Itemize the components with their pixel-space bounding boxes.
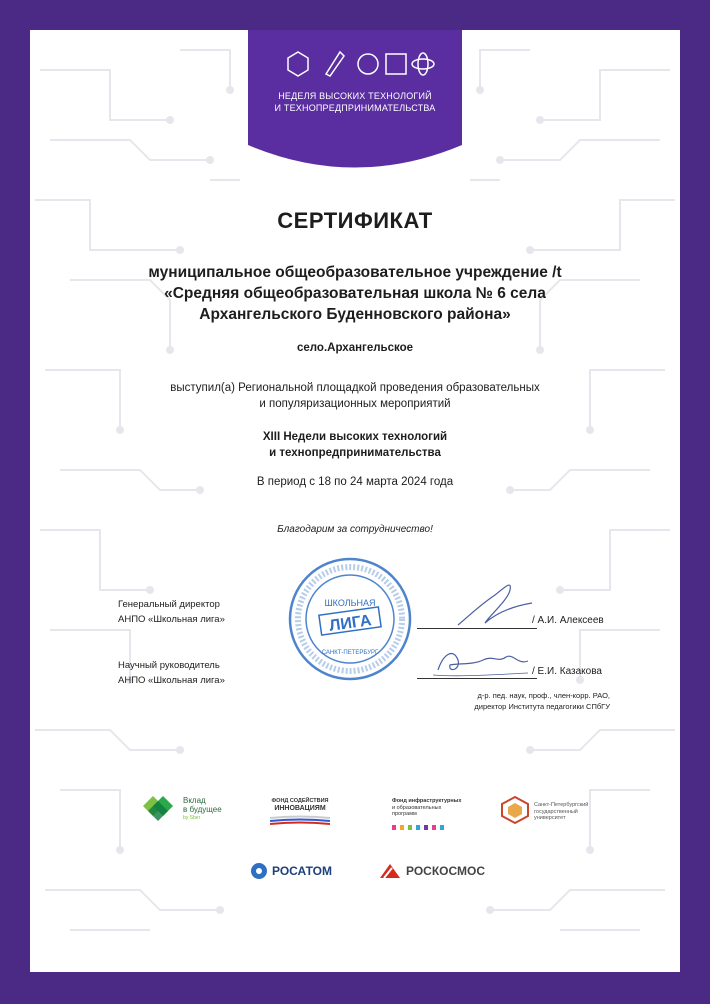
- event-period: В период с 18 по 24 марта 2024 года: [256, 476, 454, 488]
- organization-name: [70, 262, 640, 325]
- village-name: село.Архангельское: [296, 342, 414, 354]
- director-sign-line: [417, 628, 537, 629]
- director-name: / А.И. Алексеев: [532, 615, 604, 626]
- stamp-top-text: ШКОЛЬНАЯ: [324, 598, 376, 608]
- vklad-sub: by Sber: [183, 815, 201, 821]
- infrastructure-fund-logo: [392, 798, 472, 830]
- infra-line1: Фонд инфраструктурных: [392, 798, 462, 804]
- rosatom-icon: [250, 862, 268, 880]
- scientific-sign-line: [417, 678, 537, 679]
- org-line1: муниципальное общеобразовательное учреждение /t: [148, 264, 562, 281]
- vklad-line1: Вклад: [183, 796, 206, 805]
- school-league-stamp: [285, 554, 415, 684]
- certificate-title: СЕРТИФИКАТ: [277, 208, 433, 233]
- innov-line1: ФОНД СОДЕЙСТВИЯ: [271, 798, 329, 804]
- credentials-line1: д-р. пед. наук, проф., член-корр. РАО,: [477, 691, 610, 700]
- scientific-org: АНПО «Школьная лига»: [118, 675, 225, 686]
- org-line3: Архангельского Буденновского района»: [199, 306, 511, 323]
- scientific-title: Научный руководитель: [118, 660, 220, 671]
- vklad-line2: в будущее: [183, 805, 222, 814]
- roscosmos-logo: [378, 860, 508, 882]
- director-org: АНПО «Школьная лига»: [118, 614, 225, 625]
- role-text: [90, 380, 620, 412]
- spbu-emblem-icon: [500, 796, 530, 824]
- event-line2: и технопредпринимательства: [269, 447, 441, 459]
- certificate-sheet: [30, 30, 680, 972]
- org-line2: «Средняя общеобразовательная школа № 6 села: [164, 285, 546, 302]
- director-signature: [450, 575, 540, 630]
- roscosmos-icon: [378, 862, 402, 880]
- rosatom-text: РОСАТОМ: [272, 864, 332, 878]
- event-line1: XIII Недели высоких технологий: [262, 431, 448, 443]
- stamp-city-text: САНКТ-ПЕТЕРБУРГ: [321, 650, 379, 656]
- role-line1: выступил(а) Региональной площадкой проведения образовательных: [170, 382, 540, 394]
- stamp-main-text: ЛИГА: [328, 612, 373, 635]
- scientific-label: [118, 658, 225, 688]
- spbu-logo: [500, 794, 600, 826]
- credentials-line2: директор Института педагогики СПбГУ: [474, 702, 610, 711]
- infra-line2: и образовательных: [392, 804, 442, 811]
- banner-line1: НЕДЕЛЯ ВЫСОКИХ ТЕХНОЛОГИЙ: [278, 91, 432, 101]
- rosatom-logo: [250, 860, 350, 882]
- vklad-logo-icon: [143, 794, 179, 824]
- scientific-credentials: [420, 690, 610, 712]
- role-line2: и популяризационных мероприятий: [259, 398, 451, 410]
- innov-line2: ИННОВАЦИЯМ: [274, 804, 326, 812]
- banner-line2: И ТЕХНОПРЕДПРИНИМАТЕЛЬСТВА: [274, 103, 436, 113]
- spbu-line1: Санкт-Петербургский: [534, 802, 589, 808]
- banner-title: [248, 90, 462, 114]
- scientific-name: / Е.И. Казакова: [532, 666, 602, 677]
- infra-line3: программ: [392, 811, 417, 817]
- innov-flag-icon: [270, 815, 330, 825]
- scientific-signature: [428, 635, 538, 680]
- director-title: Генеральный директор: [118, 599, 220, 610]
- spbu-line2: государственный университет: [534, 808, 578, 821]
- infra-bars-icon: [392, 825, 452, 831]
- director-label: [118, 597, 225, 627]
- vklad-logo: [143, 792, 243, 832]
- event-name: [90, 429, 620, 461]
- roscosmos-text: РОСКОСМОС: [406, 864, 486, 878]
- thanks-text: Благодарим за сотрудничество!: [277, 524, 433, 535]
- innovation-fund-logo: [265, 798, 335, 828]
